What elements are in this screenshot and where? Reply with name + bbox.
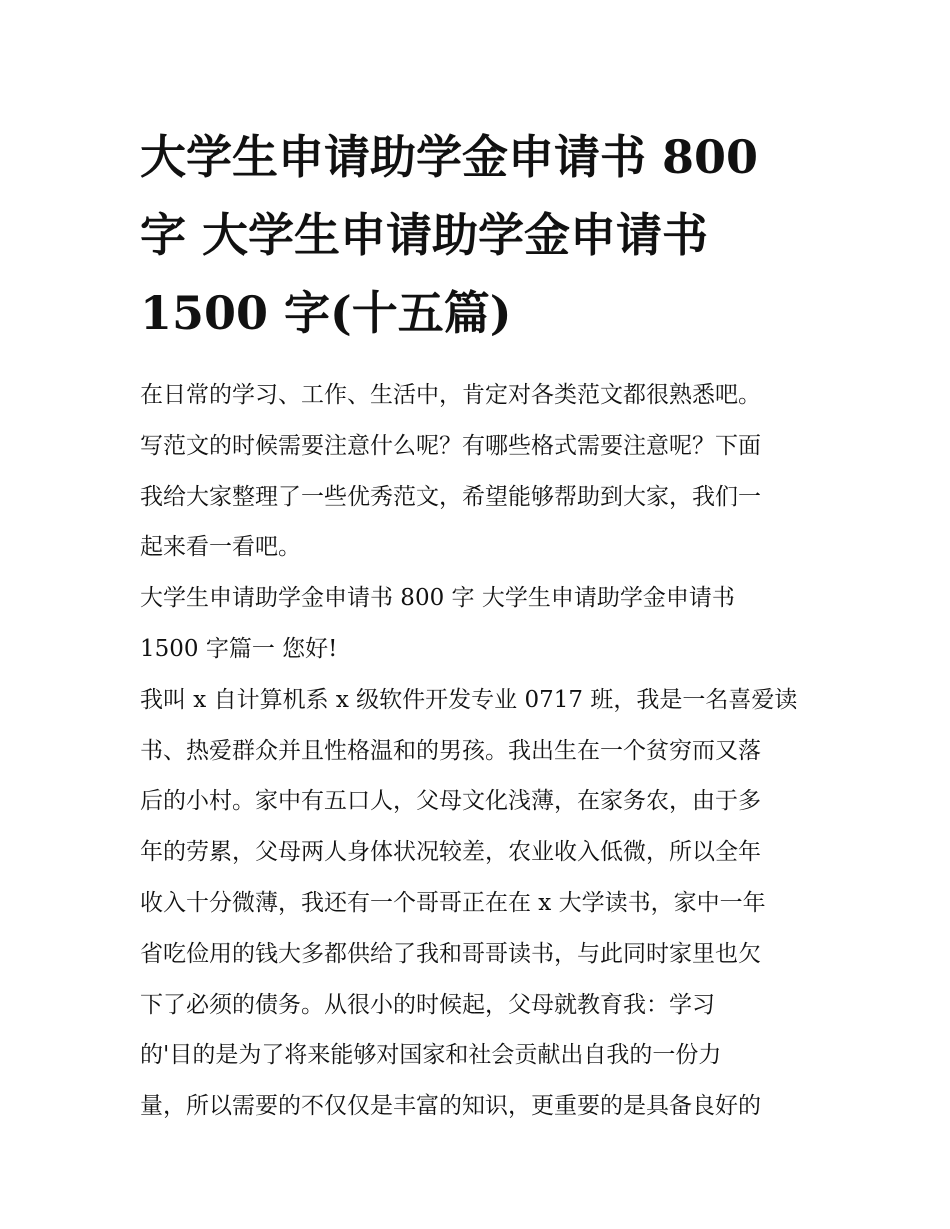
body-line: 大学生申请助学金申请书 800 字 大学生申请助学金申请书 (140, 585, 735, 612)
document-content (140, 118, 820, 1132)
body-line: 1500 字篇一 您好! (140, 635, 338, 662)
body-line: 的'目的是为了将来能够对国家和社会贡献出自我的一份力 (140, 1042, 722, 1069)
body-line: 写范文的时候需要注意什么呢？有哪些格式需要注意呢？下面 (140, 432, 761, 459)
body-line: 我叫 x 自计算机系 x 级软件开发专业 0717 班，我是一名喜爱读 (140, 686, 798, 713)
body-line: 量，所以需要的不仅仅是丰富的知识，更重要的是具备良好的 (140, 1093, 761, 1120)
document-title (140, 118, 820, 352)
title-line: 大学生申请助学金申请书 800 (140, 130, 759, 184)
body-line: 在日常的学习、工作、生活中，肯定对各类范文都很熟悉吧。 (140, 382, 761, 408)
title-line: 1500 字(十五篇) (140, 286, 512, 340)
title-line: 字 大学生申请助学金申请书 (140, 208, 709, 262)
body-line: 后的小村。家中有五口人，父母文化浅薄，在家务农，由于多 (140, 788, 761, 815)
body-line: 我给大家整理了一些优秀范文，希望能够帮助到大家，我们一 (140, 483, 761, 510)
body-line: 省吃俭用的钱大多都供给了我和哥哥读书，与此同时家里也欠 (140, 940, 761, 967)
body-line: 起来看一看吧。 (140, 534, 301, 561)
body-line: 年的劳累，父母两人身体状况较差，农业收入低微，所以全年 (140, 839, 761, 866)
body-line: 书、热爱群众并且性格温和的男孩。我出生在一个贫穷而又落 (140, 737, 761, 764)
body-line: 下了必须的债务。从很小的时候起，父母就教育我：学习 (140, 991, 715, 1018)
body-line: 收入十分微薄，我还有一个哥哥正在在 x 大学读书，家中一年 (140, 889, 766, 916)
document-body (140, 370, 820, 1132)
